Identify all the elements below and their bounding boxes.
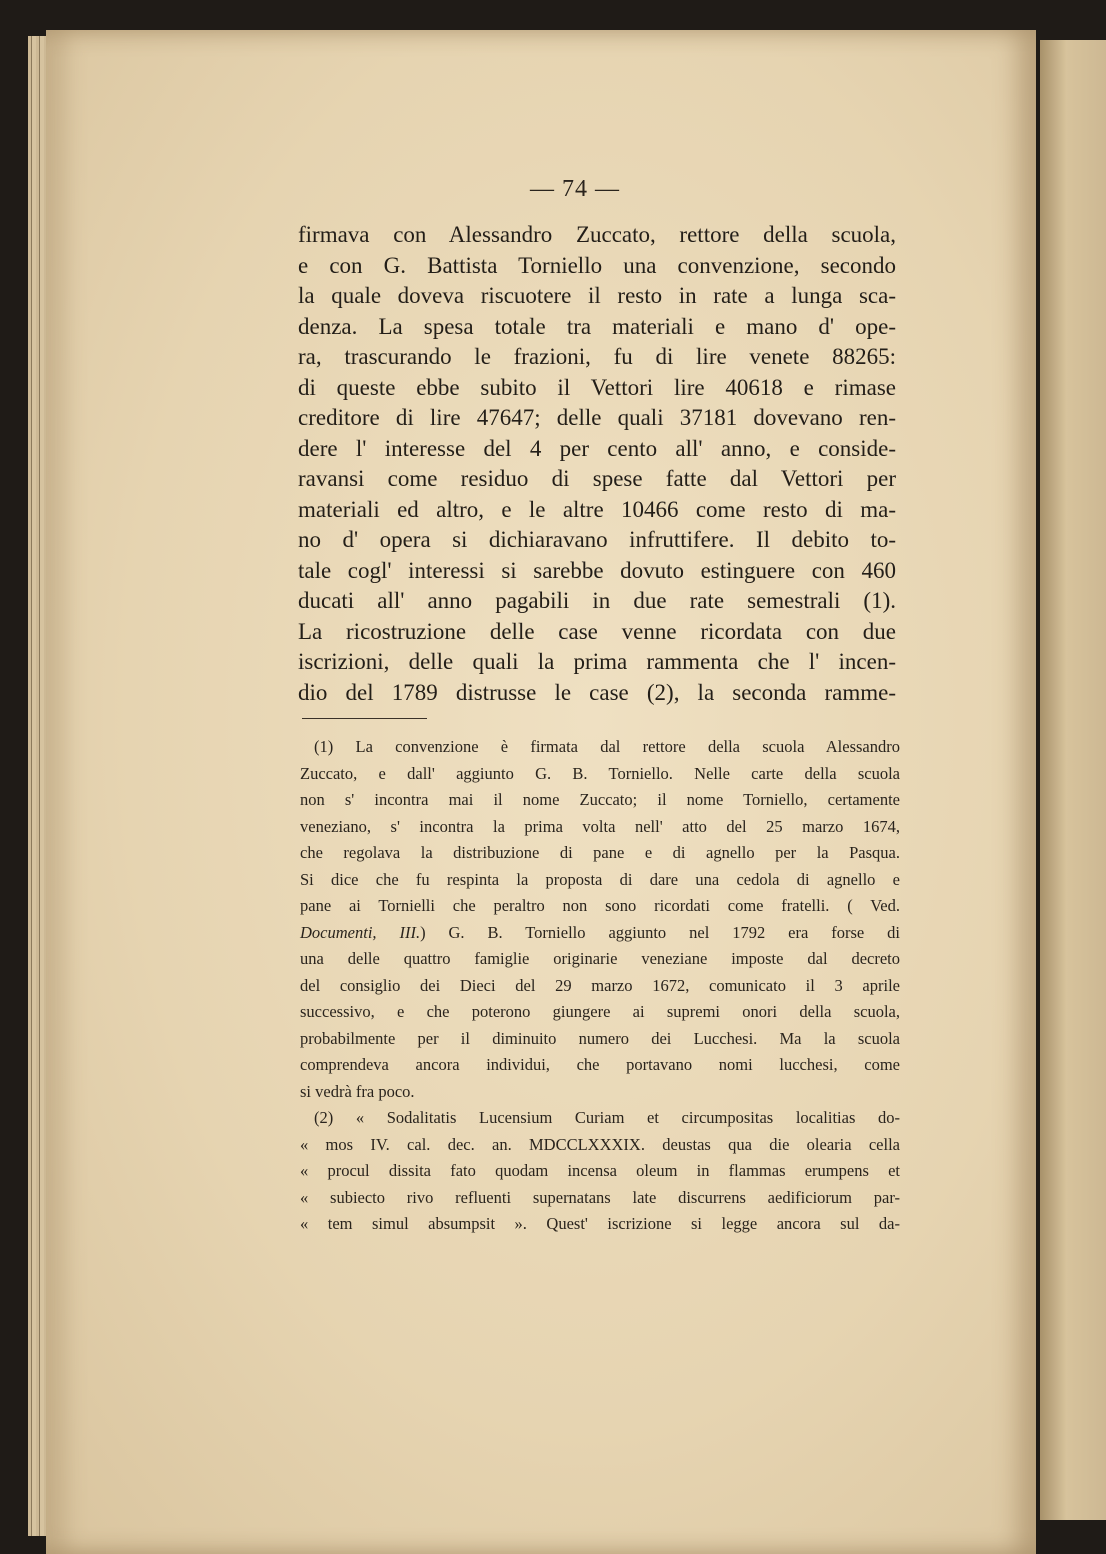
footnote-line: Zuccato, e dall' aggiunto G. B. Torniello. Nelle carte della scuola [300,763,900,783]
text-line: ducati all' anno pagabili in due rate semestrali (1). [298,588,896,613]
footnote-line: si vedrà fra poco. [300,1081,415,1101]
text-line: tale cogl' interessi si sarebbe dovuto estinguere con 460 [298,557,896,583]
footnote-line: « procul dissita fato quodam incensa oleum in flammas erumpens et [300,1161,900,1180]
text-line: dere l' interesse del 4 per cento all' anno, e conside- [298,435,896,461]
text-line: ravansi come residuo di spese fatte dal Vettori per [298,466,896,491]
text-line: materiali ed altro, e le altre 10466 come resto di ma- [298,496,896,522]
footnote-line: « tem simul absumpsit ». Quest' iscrizione si legge ancora sul da- [300,1214,900,1233]
text-line: La ricostruzione delle case venne ricordata con due [298,618,896,644]
footnote-line: « subiecto rivo refluenti supernatans late discurrens aedificiorum par- [300,1187,900,1207]
text-line: creditore di lire 47647; delle quali 37181 dovevano ren- [298,405,896,430]
text-line: firmava con Alessandro Zuccato, rettore della scuola, [298,222,896,247]
footnote-line: « mos IV. cal. dec. an. MDCCLXXXIX. deustas qua die olearia cella [300,1134,900,1154]
footnote-separator [302,718,427,719]
footnote-line: una delle quattro famiglie originarie veneziane imposte dal decreto [300,949,900,968]
footnote-line: successivo, e che poterono giungere ai supremi onori della scuola, [300,1002,900,1021]
facing-page-edge [1040,40,1106,1520]
text-line: no d' opera si dichiaravano infruttifere. Il debito to- [298,527,896,552]
footnote-text: ) G. B. Torniello aggiunto nel 1792 era forse di [420,922,900,942]
footnote-line: veneziano, s' incontra la prima volta nell' atto del 25 marzo 1674, [300,816,900,836]
italic-reference: Documenti, III. [300,922,421,942]
text-line: iscrizioni, delle quali la prima rammenta che l' incen- [298,649,896,674]
body-text [298,220,896,708]
footnote-line: pane ai Tornielli che peraltro non sono ricordati come fratelli. ( Ved. [300,896,900,915]
text-line: di queste ebbe subito il Vettori lire 40618 e rimase [298,374,896,400]
text-line: ra, trascurando le frazioni, fu di lire venete 88265: [298,344,896,369]
footnote-line [300,920,900,947]
text-line: la quale doveva riscuotere il resto in rate a lunga sca- [298,283,896,308]
text-line: e con G. Battista Torniello una convenzione, secondo [298,252,896,278]
footnote-line: non s' incontra mai il nome Zuccato; il nome Torniello, certamente [300,790,900,809]
footnote-line: (1) La convenzione è firmata dal rettore della scuola Alessandro [314,737,900,756]
footnote-line: probabilmente per il diminuito numero dei Lucchesi. Ma la scuola [300,1028,900,1048]
text-line: dio del 1789 distrusse le case (2), la seconda ramme- [298,679,896,705]
text-line: denza. La spesa totale tra materiali e mano d' ope- [298,313,896,339]
page-number: — 74 — [530,176,620,202]
footnote-line: (2) « Sodalitatis Lucensium Curiam et circumpositas localitias do- [314,1108,900,1127]
footnote-line: Si dice che fu respinta la proposta di dare una cedola di agnello e [300,869,900,889]
footnote-line: comprendeva ancora individui, che portavano nomi lucchesi, come [300,1055,900,1074]
footnote-line: del consiglio dei Dieci del 29 marzo 1672, comunicato il 3 aprile [300,975,900,995]
footnote-line: che regolava la distribuzione di pane e di agnello per la Pasqua. [300,843,900,862]
footnotes [300,734,900,1238]
